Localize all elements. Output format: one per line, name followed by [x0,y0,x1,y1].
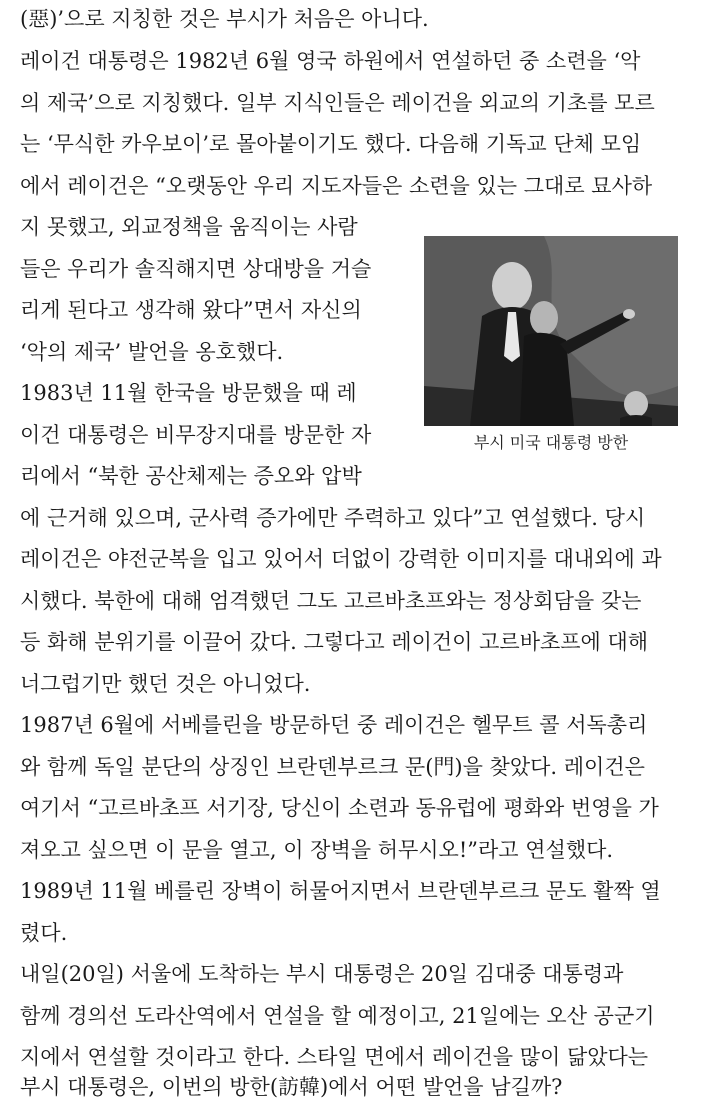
article-line: (惡)’으로 지칭한 것은 부시가 처음은 아니다. [20,7,429,31]
article-line: 레이건은 야전군복을 입고 있어서 더없이 강력한 이미지를 대내외에 과 [20,547,662,571]
article-line: 렸다. [20,921,68,945]
article-line: 내일(20일) 서울에 도착하는 부시 대통령은 20일 김대중 대통령과 [20,962,624,986]
article-line: 부시 대통령은, 이번의 방한(訪韓)에서 어떤 발언을 남길까? [20,1075,563,1099]
article-line: ‘악의 제국’ 발언을 옹호했다. [20,340,284,364]
article-line: 1989년 11월 베를린 장벽이 허물어지면서 브란덴부르크 문도 활짝 열 [20,879,661,903]
article-line: 1987년 6월에 서베를린을 방문하던 중 레이건은 헬무트 콜 서독총리 [20,713,648,737]
article-line: 에 근거해 있으며, 군사력 증가에만 주력하고 있다”고 연설했다. 당시 [20,506,646,530]
article-line: 져오고 싶으면 이 문을 열고, 이 장벽을 허무시오!”라고 연설했다. [20,838,614,862]
article-line: 와 함께 독일 분단의 상징인 브란덴부르크 문(門)을 찾았다. 레이건은 [20,755,645,779]
article-line: 레이건 대통령은 1982년 6월 영국 하원에서 연설하던 중 소련을 ‘악 [20,49,641,73]
article-line: 에서 레이건은 “오랫동안 우리 지도자들은 소련을 있는 그대로 묘사하 [20,174,653,198]
article-line: 리게 된다고 생각해 왔다”면서 자신의 [20,298,362,322]
news-photo [424,236,678,426]
article-line: 등 화해 분위기를 이끌어 갔다. 그렇다고 레이건이 고르바초프에 대해 [20,630,649,654]
article-line: 너그럽기만 했던 것은 아니었다. [20,672,311,696]
article-line: 지에서 연설할 것이라고 한다. 스타일 면에서 레이건을 많이 닮았다는 [20,1045,649,1069]
article-line: 1983년 11월 한국을 방문했을 때 레 [20,381,357,405]
article-line: 이건 대통령은 비무장지대를 방문한 자 [20,423,372,447]
photo-illustration [424,236,678,426]
article-line: 함께 경의선 도라산역에서 연설을 할 예정이고, 21일에는 오산 공군기 [20,1004,655,1028]
article-line: 여기서 “고르바초프 서기장, 당신이 소련과 동유럽에 평화와 번영을 가 [20,796,659,820]
photo-caption: 부시 미국 대통령 방한 [473,433,629,452]
article-line: 는 ‘무식한 카우보이’로 몰아붙이기도 했다. 다음해 기독교 단체 모임 [20,132,642,156]
article-line: 지 못했고, 외교정책을 움직이는 사람 [20,215,358,239]
article-line: 리에서 “북한 공산체제는 증오와 압박 [20,464,362,488]
article-line: 들은 우리가 솔직해지면 상대방을 거슬 [20,257,372,281]
article-line: 의 제국’으로 지칭했다. 일부 지식인들은 레이건을 외교의 기초를 모르 [20,91,655,115]
article-line: 시했다. 북한에 대해 엄격했던 그도 고르바초프와는 정상회담을 갖는 [20,589,642,613]
news-photo-figure [424,236,678,454]
